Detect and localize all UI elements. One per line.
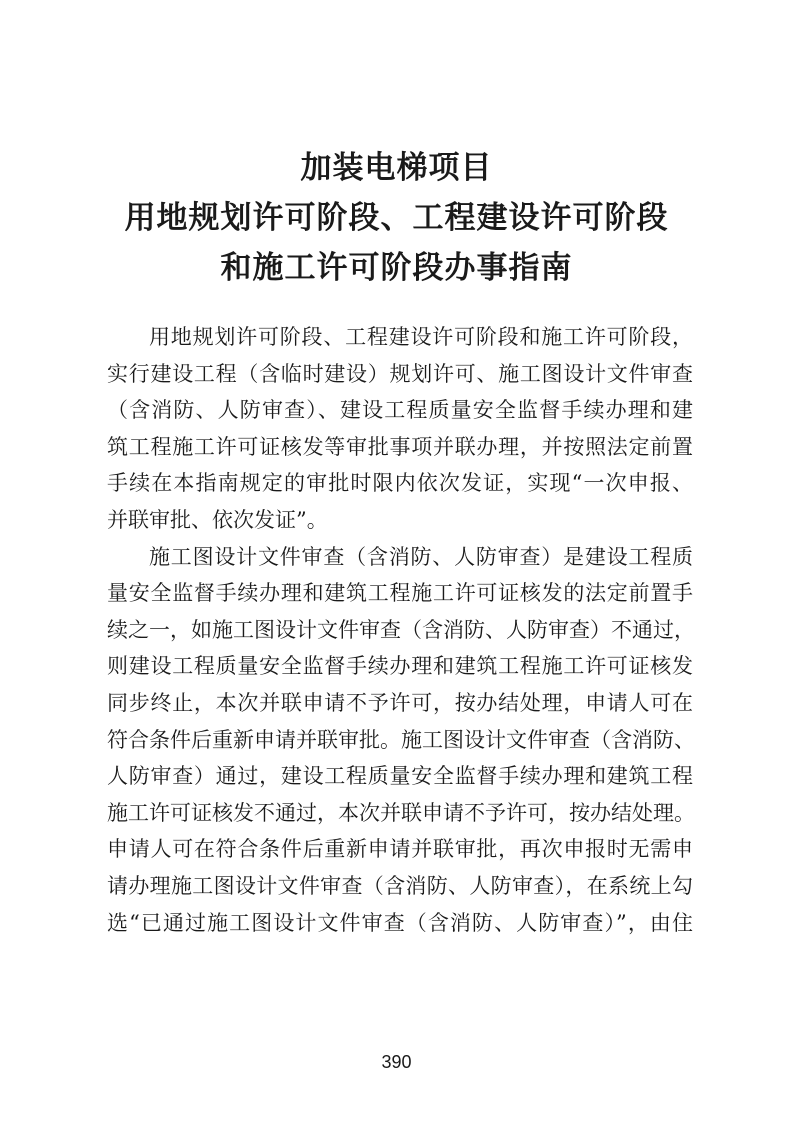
paragraph-line: 手续在本指南规定的审批时限内依次发证，实现“一次申报、 bbox=[107, 471, 693, 496]
paragraph-1 bbox=[107, 319, 693, 539]
paragraph-line: 并联审批、依次发证”。 bbox=[107, 507, 328, 532]
page-number: 390 bbox=[381, 1052, 412, 1072]
paragraph-line: 则建设工程质量安全监督手续办理和建筑工程施工许可证核发 bbox=[107, 654, 693, 679]
title-line-1: 加装电梯项目 bbox=[300, 150, 493, 186]
paragraph-line: 同步终止，本次并联申请不予许可，按办结处理，申请人可在 bbox=[107, 690, 693, 715]
paragraph-line: 符合条件后重新申请并联审批。施工图设计文件审查（含消防、 bbox=[107, 727, 695, 752]
paragraph-line: （含消防、人防审查）、建设工程质量安全监督手续办理和建 bbox=[107, 398, 693, 423]
paragraph-line: 用地规划许可阶段、工程建设许可阶段和施工许可阶段， bbox=[149, 325, 693, 349]
document-body bbox=[107, 319, 693, 941]
paragraph-line: 申请人可在符合条件后重新申请并联审批，再次申报时无需申 bbox=[107, 837, 693, 862]
paragraph-line: 实行建设工程（含临时建设）规划许可、施工图设计文件审查 bbox=[107, 361, 693, 386]
paragraph-2 bbox=[107, 539, 693, 942]
paragraph-line: 选“已通过施工图设计文件审查（含消防、人防审查）”，由住 bbox=[107, 910, 693, 935]
paragraph-line: 请办理施工图设计文件审查（含消防、人防审查），在系统上勾 bbox=[107, 873, 693, 898]
paragraph-line: 人防审查）通过，建设工程质量安全监督手续办理和建筑工程 bbox=[107, 764, 693, 789]
paragraph-line: 续之一，如施工图设计文件审查（含消防、人防审查）不通过， bbox=[107, 617, 695, 642]
paragraph-line: 量安全监督手续办理和建筑工程施工许可证核发的法定前置手 bbox=[107, 581, 693, 606]
paragraph-line: 施工许可证核发不通过，本次并联申请不予许可，按办结处理。 bbox=[107, 800, 695, 825]
title-line-3: 和施工许可阶段办事指南 bbox=[220, 250, 573, 286]
paragraph-line: 筑工程施工许可证核发等审批事项并联办理，并按照法定前置 bbox=[107, 434, 693, 459]
document-title bbox=[0, 143, 793, 293]
paragraph-line: 施工图设计文件审查（含消防、人防审查）是建设工程质 bbox=[149, 544, 693, 569]
title-line-2: 用地规划许可阶段、工程建设许可阶段 bbox=[124, 200, 669, 236]
